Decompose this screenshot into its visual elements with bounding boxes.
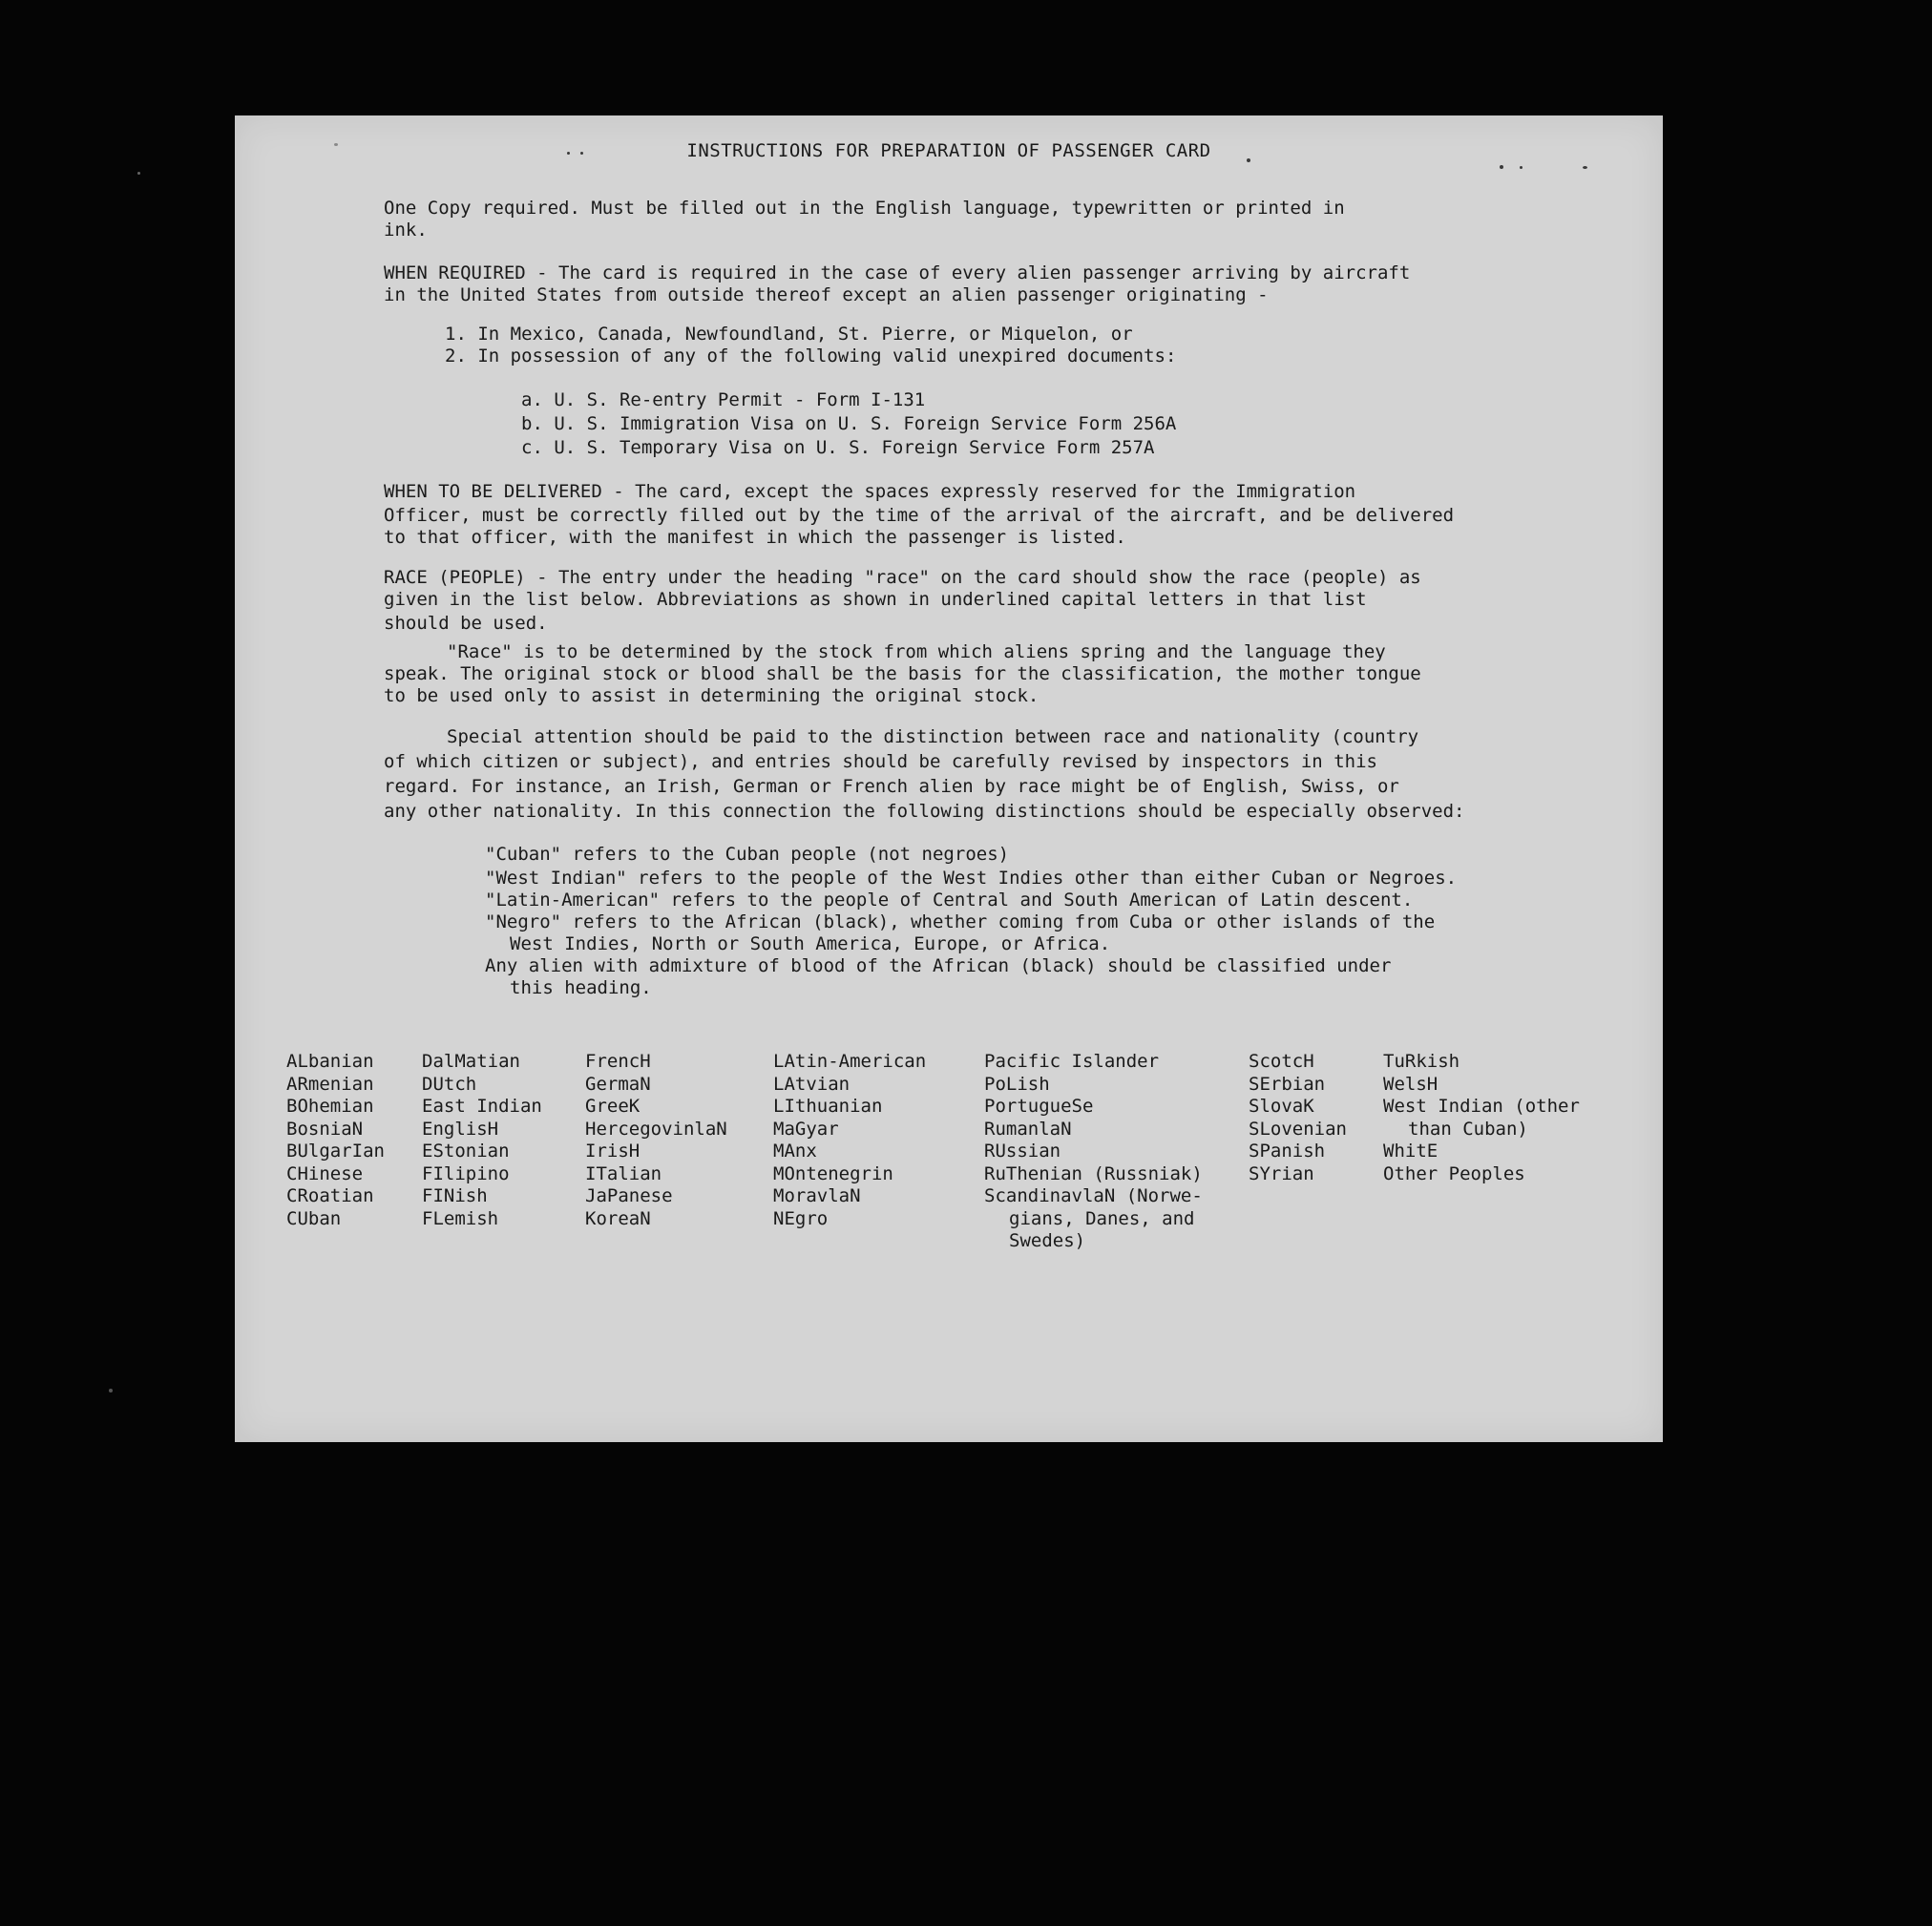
people-entry: DUtch: [422, 1073, 477, 1095]
people-entry: SPanish: [1249, 1141, 1326, 1162]
special-line-3: regard. For instance, an Irish, German or French alien by race might be of English, Swiss, or: [384, 776, 1399, 797]
people-entry: IrisH: [585, 1141, 640, 1162]
scan-speck: [109, 1389, 113, 1392]
people-entry: LAtin-American: [773, 1051, 927, 1072]
race-line-1: RACE (PEOPLE) - The entry under the heading "race" on the card should show the race (people) as: [384, 567, 1421, 588]
people-entry: CHinese: [286, 1162, 364, 1184]
people-entry: LIthuanian: [773, 1096, 883, 1117]
special-line-4: any other nationality. In this connection the following distinctions should be especially observed:: [384, 801, 1465, 822]
people-entry: WelsH: [1383, 1073, 1438, 1095]
people-entry: West Indian (other: [1383, 1096, 1580, 1117]
peoples-column-6: [1249, 1051, 1347, 1185]
people-entry: RUssian: [984, 1141, 1061, 1162]
peoples-column-5: [984, 1051, 1203, 1253]
distinction-line: "Cuban" refers to the Cuban people (not negroes): [485, 844, 1010, 865]
people-entry: FLemish: [422, 1207, 499, 1229]
distinction-line: West Indies, North or South America, Europe, or Africa.: [510, 933, 1111, 954]
peoples-column-3: [585, 1051, 727, 1230]
people-entry: ScandinavlaN (Norwe-: [984, 1185, 1203, 1206]
people-entry: CRoatian: [286, 1185, 374, 1206]
peoples-column-7: [1383, 1051, 1580, 1185]
people-entry: GermaN: [585, 1073, 651, 1095]
people-entry: PoLish: [984, 1073, 1050, 1095]
scan-speck: [334, 143, 338, 146]
intro-line-2: ink.: [384, 220, 428, 241]
sub-list-item: a. U. S. Re-entry Permit - Form I-131: [521, 389, 926, 410]
people-entry: GreeK: [585, 1096, 640, 1117]
peoples-column-4: [773, 1051, 926, 1230]
people-entry: CUban: [286, 1207, 342, 1229]
distinction-line: "Latin-American" refers to the people of Central and South American of Latin descent.: [485, 890, 1414, 911]
scan-speck: [1520, 166, 1522, 169]
scan-speck: [1247, 158, 1250, 162]
people-entry: WhitE: [1383, 1141, 1438, 1162]
people-entry: East Indian: [422, 1096, 542, 1117]
people-entry: ITalian: [585, 1162, 662, 1184]
special-line-2: of which citizen or subject), and entries should be carefully revised by inspectors in this: [384, 751, 1377, 772]
people-entry: FrencH: [585, 1051, 651, 1072]
people-entry: BOhemian: [286, 1096, 374, 1117]
intro-line-1: One Copy required. Must be filled out in the English language, typewritten or printed in: [384, 198, 1345, 219]
people-entry: FIlipino: [422, 1162, 510, 1184]
special-line-1: Special attention should be paid to the distinction between race and nationality (country: [447, 726, 1419, 747]
sub-list-item: c. U. S. Temporary Visa on U. S. Foreign Service Form 257A: [521, 437, 1155, 458]
people-entry: MoravlaN: [773, 1185, 861, 1206]
distinction-line: "Negro" refers to the African (black), whether coming from Cuba or other islands of the: [485, 911, 1436, 932]
people-entry: gians, Danes, and: [1009, 1207, 1195, 1229]
list-item: 2. In possession of any of the following valid unexpired documents:: [445, 345, 1177, 366]
sub-list-item: b. U. S. Immigration Visa on U. S. Foreign Service Form 256A: [521, 413, 1177, 434]
people-entry: MOntenegrin: [773, 1162, 893, 1184]
people-entry: LAtvian: [773, 1073, 850, 1095]
people-entry: HercegovinlaN: [585, 1118, 727, 1140]
scan-speck: [1583, 166, 1587, 169]
race-line-2: given in the list below. Abbreviations as shown in underlined capital letters in that list: [384, 589, 1367, 610]
people-entry: SLovenian: [1249, 1118, 1347, 1140]
document-title: INSTRUCTIONS FOR PREPARATION OF PASSENGER CARD: [686, 140, 1211, 161]
distinction-line: Any alien with admixture of blood of the African (black) should be classified under: [485, 955, 1392, 976]
people-entry: KoreaN: [585, 1207, 651, 1229]
people-entry: ScotcH: [1249, 1051, 1314, 1072]
when-required-line-2: in the United States from outside thereof except an alien passenger originating -: [384, 284, 1269, 305]
people-entry: NEgro: [773, 1207, 829, 1229]
people-entry: SYrian: [1249, 1162, 1314, 1184]
peoples-column-1: [286, 1051, 385, 1230]
scan-speck: [567, 152, 570, 155]
distinction-line: this heading.: [510, 977, 652, 998]
people-entry: RumanlaN: [984, 1118, 1072, 1140]
people-entry: SlovaK: [1249, 1096, 1314, 1117]
race-def-line-2: speak. The original stock or blood shall be the basis for the classification, the mother tongue: [384, 663, 1421, 684]
scan-speck: [1500, 165, 1503, 169]
people-entry: ALbanian: [286, 1051, 374, 1072]
race-def-line-3: to be used only to assist in determining the original stock.: [384, 685, 1040, 706]
people-entry: RuThenian (Russniak): [984, 1162, 1203, 1184]
people-entry: PortugueSe: [984, 1096, 1094, 1117]
people-entry: MaGyar: [773, 1118, 839, 1140]
race-def-line-1: "Race" is to be determined by the stock from which aliens spring and the language they: [447, 641, 1386, 662]
scan-speck: [580, 152, 583, 155]
when-required-line-1: WHEN REQUIRED - The card is required in the case of every alien passenger arriving by aircraft: [384, 262, 1411, 283]
when-delivered-line-3: to that officer, with the manifest in which the passenger is listed.: [384, 527, 1126, 548]
race-line-3: should be used.: [384, 613, 548, 634]
people-entry: than Cuban): [1408, 1118, 1528, 1140]
document-page: [235, 115, 1663, 1442]
people-entry: EStonian: [422, 1141, 510, 1162]
people-entry: SErbian: [1249, 1073, 1326, 1095]
people-entry: FINish: [422, 1185, 488, 1206]
people-entry: BosniaN: [286, 1118, 364, 1140]
peoples-column-2: [422, 1051, 542, 1230]
people-entry: MAnx: [773, 1141, 817, 1162]
people-entry: Pacific Islander: [984, 1051, 1160, 1072]
people-entry: DalMatian: [422, 1051, 520, 1072]
scan-speck: [137, 172, 140, 175]
list-item: 1. In Mexico, Canada, Newfoundland, St. Pierre, or Miquelon, or: [445, 324, 1133, 345]
people-entry: JaPanese: [585, 1185, 673, 1206]
people-entry: Other Peoples: [1383, 1162, 1525, 1184]
distinction-line: "West Indian" refers to the people of the West Indies other than either Cuban or Negroes.: [485, 868, 1458, 889]
when-delivered-line-2: Officer, must be correctly filled out by the time of the arrival of the aircraft, and be delivered: [384, 505, 1455, 526]
when-delivered-line-1: WHEN TO BE DELIVERED - The card, except the spaces expressly reserved for the Immigration: [384, 481, 1356, 502]
people-entry: Swedes): [1009, 1230, 1086, 1251]
people-entry: EnglisH: [422, 1118, 499, 1140]
people-entry: BUlgarIan: [286, 1141, 385, 1162]
people-entry: TuRkish: [1383, 1051, 1460, 1072]
people-entry: ARmenian: [286, 1073, 374, 1095]
